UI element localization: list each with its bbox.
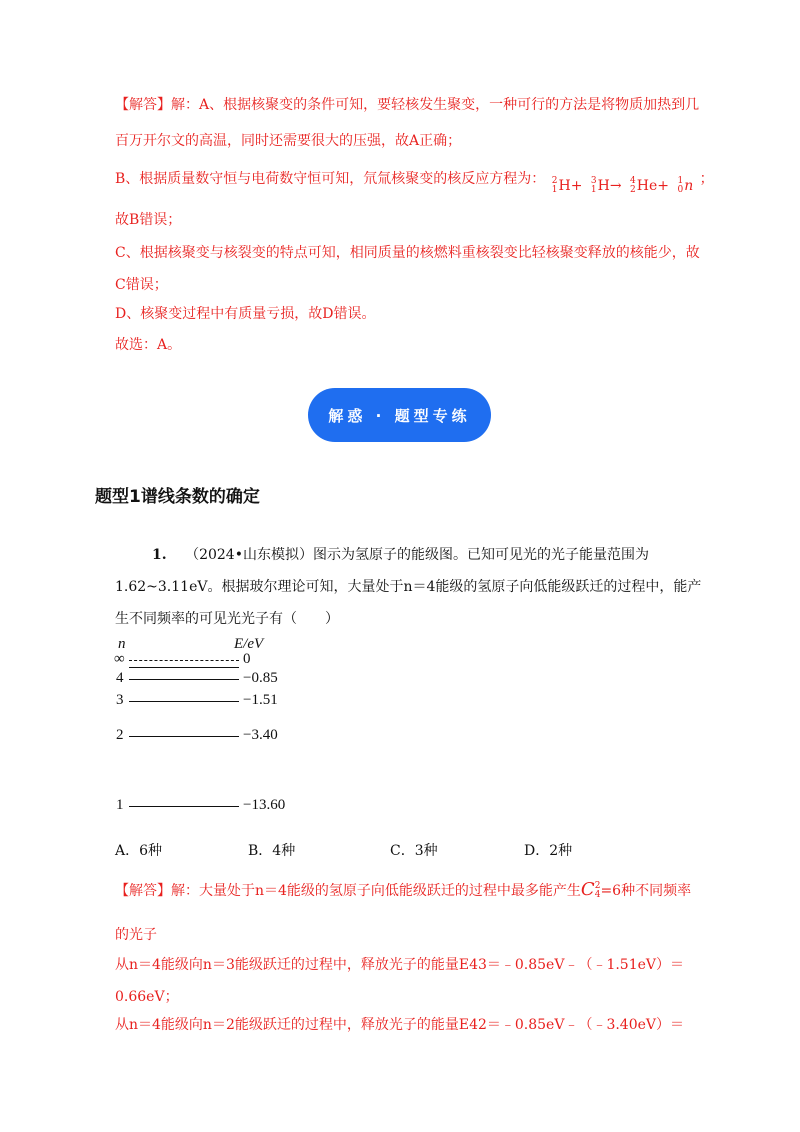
answer1-line3-text: B、根据质量数守恒与电荷数守恒可知，氘氚核聚变的核反应方程为：: [115, 171, 546, 187]
level-line-4: [129, 679, 239, 680]
combination-sub: 4: [594, 890, 601, 900]
nuclide-mass: 1: [677, 176, 684, 186]
nuclide-helium: [630, 176, 669, 196]
level-e-3: −1.51: [243, 692, 278, 708]
nuclide-neutron: [677, 176, 693, 196]
level-n-2: 2: [116, 727, 124, 743]
level-e-4: −0.85: [243, 670, 278, 686]
answer2-line1a: 【解答】解：大量处于n＝4能级的氢原子向低能级跃迁的过程中最多能产生: [115, 883, 581, 899]
answer2-line1: [115, 880, 691, 901]
question-number: 1.: [152, 547, 167, 563]
nuclide-mass: 2: [551, 176, 558, 186]
nuclide-charge: 2: [630, 185, 636, 195]
answer1-line2: 百万开尔文的高温，同时还需要很大的压强，故A正确；: [115, 133, 462, 149]
question-text-1: （2024•山东模拟）图示为氢原子的能级图。已知可见光的光子能量范围为: [185, 547, 649, 563]
nuclide-tritium: [591, 176, 622, 196]
nuclide-charge: 1: [551, 185, 558, 195]
nuclide-symbol: H+: [558, 178, 583, 194]
section-heading: 题型1谱线条数的确定: [95, 487, 260, 507]
answer1-line8: 故选：A。: [115, 337, 182, 353]
level-n-inf: ∞: [114, 651, 125, 667]
answer2-line3: 从n＝4能级向n＝3能级跃迁的过程中，释放光子的能量E43＝﹣0.85eV﹣（﹣1.51eV）＝: [115, 957, 685, 973]
answer1-line6: C错误；: [115, 277, 168, 293]
question-line2: 1.62~3.11eV。根据玻尔理论可知，大量处于n＝4能级的氢原子向低能级跃迁的过程中，能产: [115, 579, 702, 595]
answer1-line1: 【解答】解：A、根据核聚变的条件可知，要轻核发生聚变，一种可行的方法是将物质加热到几: [115, 97, 700, 113]
axis-energy-label: E/eV: [234, 636, 264, 652]
practice-banner: 解惑 · 题型专练: [308, 388, 491, 442]
question-line3: 生不同频率的可见光光子有（ ）: [115, 611, 339, 627]
energy-level-diagram: [112, 636, 312, 821]
level-e-inf: 0: [243, 651, 251, 667]
level-n-1: 1: [116, 797, 124, 813]
answer2-line4: 0.66eV；: [115, 989, 179, 1005]
axis-n-label: n: [118, 636, 126, 652]
answer1-line7: D、核聚变过程中有质量亏损，故D错误。: [115, 306, 376, 322]
nuclide-symbol: n: [684, 178, 694, 194]
level-line-upper: [129, 667, 239, 668]
level-line-2: [129, 736, 239, 737]
level-e-2: −3.40: [243, 727, 278, 743]
option-d[interactable]: D．2种: [524, 843, 573, 859]
option-c[interactable]: C．3种: [390, 843, 438, 859]
nuclide-mass: 4: [630, 176, 636, 186]
combination-sup: 2: [594, 881, 601, 891]
level-n-3: 3: [116, 692, 124, 708]
level-n-4: 4: [116, 670, 124, 686]
equation-end: ；: [699, 171, 714, 187]
level-line-3: [129, 701, 239, 702]
option-a[interactable]: A．6种: [115, 843, 163, 859]
combination-symbol: C: [580, 879, 595, 900]
nuclide-symbol: He+: [636, 178, 669, 194]
question-line1: [152, 545, 649, 565]
level-line-inf: [129, 660, 239, 661]
answer2-line1b: =6种不同频率: [600, 883, 692, 899]
nuclide-deuterium: [552, 176, 583, 196]
answer1-line4: 故B错误；: [115, 212, 182, 228]
nuclide-charge: 1: [590, 185, 597, 195]
answer1-line3: [115, 169, 714, 196]
nuclide-charge: 0: [677, 185, 684, 195]
option-b[interactable]: B．4种: [248, 843, 296, 859]
level-e-1: −13.60: [243, 797, 286, 813]
answer1-line5: C、根据核聚变与核裂变的特点可知，相同质量的核燃料重核裂变比轻核聚变释放的核能少，故: [115, 245, 700, 261]
answer2-line5: 从n＝4能级向n＝2能级跃迁的过程中，释放光子的能量E42＝﹣0.85eV﹣（﹣3.40eV）＝: [115, 1017, 685, 1033]
nuclide-symbol: H→: [597, 178, 622, 194]
nuclide-mass: 3: [590, 176, 597, 186]
level-line-1: [129, 806, 239, 807]
answer2-line2: 的光子: [115, 927, 157, 943]
